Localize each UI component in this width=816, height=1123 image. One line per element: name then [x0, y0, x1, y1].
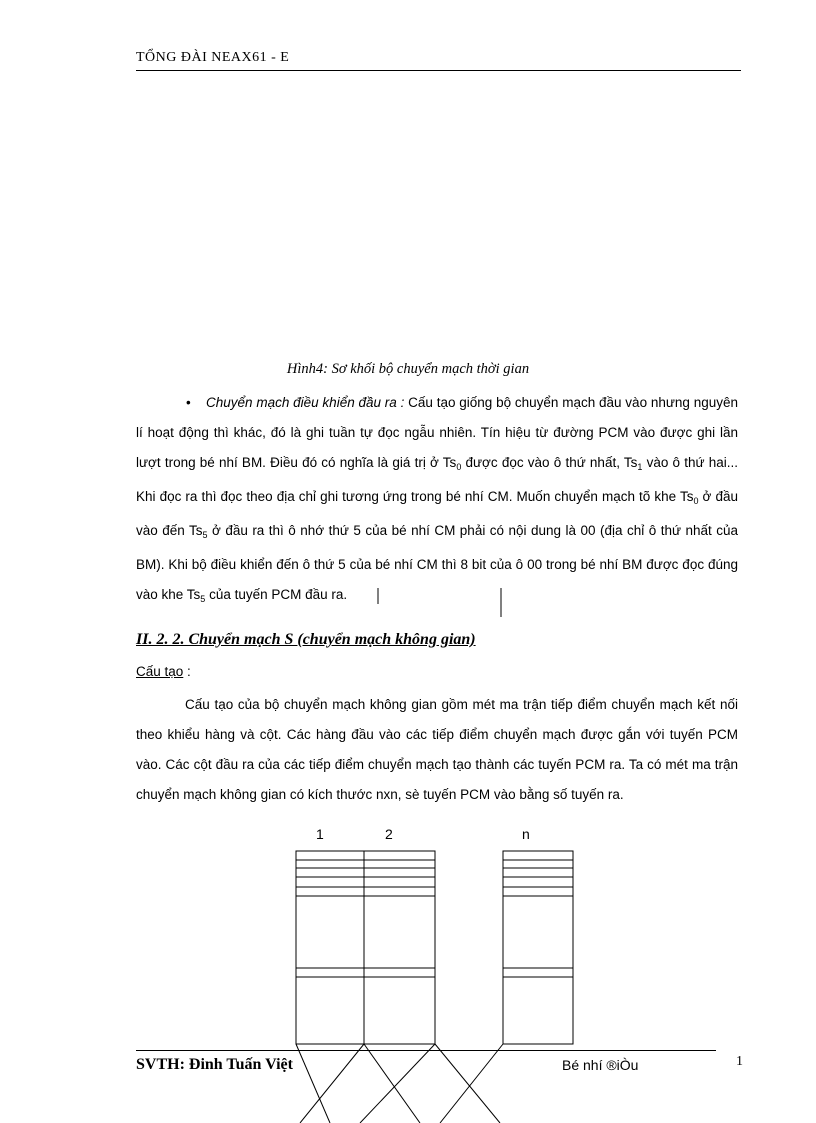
footer-author: SVTH: Đinh Tuấn Việt — [136, 1056, 293, 1073]
matrix-column-n — [503, 851, 573, 1044]
page-number: 1 — [736, 1054, 743, 1069]
column-label-2: 2 — [385, 826, 393, 842]
bullet-icon: • — [186, 395, 191, 410]
matrix-column-1 — [296, 851, 364, 1044]
bullet-lead: Chuyển mạch điều khiển đầu ra : — [206, 395, 405, 410]
section-heading: II. 2. 2. Chuyển mạch S (chuyển mạch không gian) — [136, 631, 476, 648]
column-label-n: n — [522, 826, 530, 842]
structure-paragraph: Cấu tạo của bộ chuyển mạch không gian gồm mét ma trận tiếp điểm chuyển mạch kết nối theo khiểu hàng và cột. Các hàng đầu vào các tiếp điểm chuyển mạch được gắn với tuyến PCM vào. Các cột đầu ra của các tiếp điểm chuyển mạch tạo thành các tuyến PCM ra. Ta có mét ma trận chuyển mạch không gian có kích thước nxn, sè tuyến PCM vào bằng số tuyến ra. — [136, 697, 738, 802]
matrix-output-lines — [296, 1044, 503, 1123]
footer-center-text: Bé nhí ®iÒu — [562, 1057, 639, 1073]
bullet-paragraph: • Chuyển mạch điều khiển đầu ra : Cấu tạo giống bộ chuyển mạch đầu vào nhưng nguyên lí hoạt động thì khác, đó là ghi tuần tự đọc ngẫu nhiên. Tín hiệu từ đường PCM vào được ghi lần lượt trong bé nhí BM. Điều đó có nghĩa là giá trị ở $Ts_0$ được đọc vào ô thứ nhất, $Ts_1$ vào ô thứ hai... Khi đọc ra thì đọc theo địa chỉ ghi tương ứng trong bé nhí CM. Muốn chuyển mạch tõ khe $Ts_0$ ở đầu vào đến $Ts_5$ ở đầu ra thì ô nhớ thứ 5 của bé nhí CM phải có nội dung là 00 (địa chỉ ô thứ nhất của BM). Khi bộ điều khiển đến ô thứ 5 của bé nhí CM thì 8 bit của ô 00 trong bé nhí BM được đọc đúng vào khe $Ts_5$ của tuyến PCM đầu ra. — [136, 388, 738, 614]
document-header: TỔNG ĐÀI NEAX61 - E — [136, 50, 290, 65]
figure-caption: Hình4: Sơ khối bộ chuyển mạch thời gian — [286, 361, 530, 377]
matrix-column-2 — [364, 851, 435, 1044]
sub-heading: Cấu tạo : — [136, 664, 191, 679]
footer-rule — [136, 1050, 716, 1051]
column-label-1: 1 — [316, 826, 324, 842]
